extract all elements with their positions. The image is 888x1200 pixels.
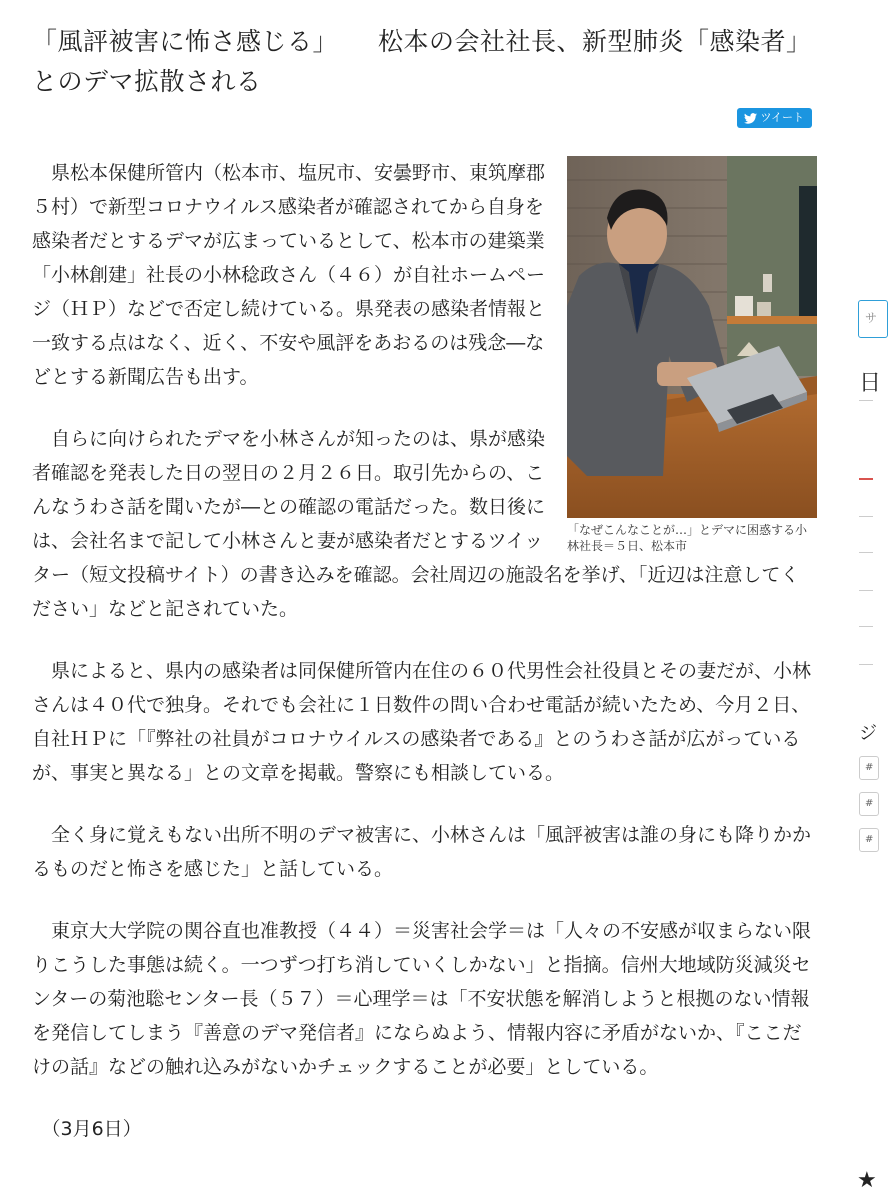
sidebar-active-indicator: [859, 478, 873, 480]
sidebar-tag[interactable]: #: [859, 828, 879, 852]
divider: [859, 400, 873, 401]
tweet-button[interactable]: [737, 108, 812, 128]
photo-illustration: [567, 156, 817, 518]
divider: [859, 590, 873, 591]
article-paragraph: 自らに向けられたデマを小林さんが知ったのは、県が感染者確認を発表した日の翌日の２月２６日。取引先からの、こんなうわさ話を聞いたが―との確認の電話だった。数日後には、会社名まで記して小林さんと妻が感染者だとするツイッター（短文投稿サイト）の書き込みを確認。会社周辺の施設名を挙げ、「近辺は注意してください」などと記されていた。: [32, 428, 800, 620]
sidebar-tag[interactable]: #: [859, 756, 879, 780]
article-photo: [567, 156, 817, 518]
divider: [859, 552, 873, 553]
article-title: [32, 22, 817, 102]
tweet-label: ツイート: [760, 111, 804, 124]
article-paragraph: 東京大大学院の関谷直也准教授（４４）＝災害社会学＝は「人々の不安感が収まらない限りこうした事態は続く。一つずつ打ち消していくしかない」と指摘。信州大地域防災減災センターの菊池聡センター長（５７）＝心理学＝は「不安状態を解消しようと根拠のない情報を発信してしまう『善意のデマ発信者』にならぬよう、情報内容に矛盾がないか、『ここだけの話』などの触れ込みがないかチェックすることが必要」としている。: [32, 920, 812, 1078]
divider: [859, 516, 873, 517]
article-paragraph: 全く身に覚えもない出所不明のデマ被害に、小林さんは「風評被害は誰の身にも降りかかるものだと怖さを感じた」と話している。: [32, 824, 812, 880]
title-part2: 松本の会社社長、新型肺炎「感染者」とのデマ拡散される: [32, 27, 812, 96]
divider: [859, 664, 873, 665]
twitter-bird-icon: [744, 113, 757, 124]
title-part1: 「風評被害に怖さ感じる」: [32, 27, 339, 56]
article-paragraph: 県松本保健所管内（松本市、塩尻市、安曇野市、東筑摩郡５村）で新型コロナウイルス感染者が確認されてから自身を感染者だとするデマが広まっているとして、松本市の建築業「小林創建」社長の小林稔政さん（４６）が自社ホームページ（ＨＰ）などで否定し続けている。県発表の感染者情報と一致する点はなく、近く、不安や風評をあおるのは残念―などとする新聞広告も出す。: [32, 162, 546, 388]
photo-caption: 「なぜこんなことが…」とデマに困惑する小林社長＝５日、松本市: [567, 523, 808, 553]
article-date: （3月6日）: [41, 1118, 142, 1140]
article-paragraph: 県によると、県内の感染者は同保健所管内在住の６０代男性会社役員とその妻だが、小林さんは４０代で独身。それでも会社に１日数件の問い合わせ電話が続いたため、今月２日、自社ＨＰに「『弊社の社員がコロナウイルスの感染者である』とのうわさ話が広がっているが、事実と異なる」との文章を掲載。警察にも相談している。: [32, 660, 812, 784]
article-figure: [567, 156, 817, 554]
sidebar-heading: 日: [859, 371, 882, 396]
sidebar: [855, 0, 882, 1200]
divider: [859, 626, 873, 627]
sidebar-search-input[interactable]: サ: [858, 300, 888, 338]
sidebar-heading-2: ジ: [859, 723, 877, 744]
news-article: [32, 22, 817, 1174]
sidebar-tag[interactable]: #: [859, 792, 879, 816]
star-icon[interactable]: ★: [857, 1168, 877, 1193]
